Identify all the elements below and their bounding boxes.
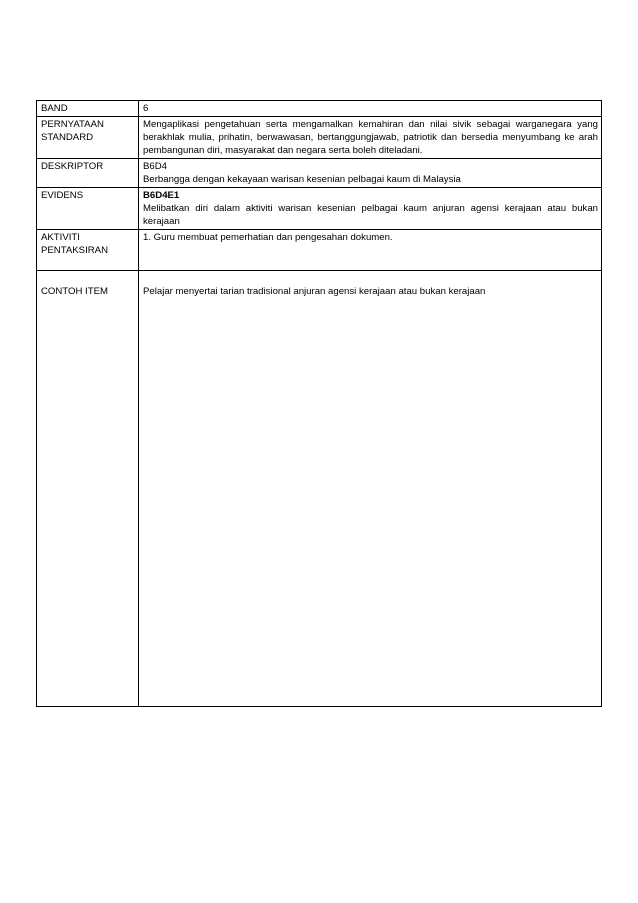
band-label: BAND [37, 101, 139, 117]
table-row-band [37, 101, 602, 117]
evidens-label: EVIDENS [37, 188, 139, 230]
pernyataan-label-line1: PERNYATAAN [41, 119, 104, 130]
table-row-pernyataan-standard [37, 117, 602, 159]
aktiviti-pentaksiran-value: 1. Guru membuat pemerhatian dan pengesahan dokumen. [139, 230, 602, 271]
deskriptor-label: DESKRIPTOR [37, 159, 139, 188]
evidens-code: B6D4E1 [143, 190, 180, 201]
table-row-contoh-item [37, 271, 602, 707]
evidens-text: Melibatkan diri dalam aktiviti warisan kesenian pelbagai kaum anjuran agensi kerajaan atau bukan kerajaan [143, 203, 598, 227]
contoh-item-value: Pelajar menyertai tarian tradisional anjuran agensi kerajaan atau bukan kerajaan [139, 271, 602, 707]
table-row-deskriptor [37, 159, 602, 188]
pernyataan-label-line2: STANDARD [41, 132, 94, 143]
rubric-table [36, 100, 602, 707]
table-row-aktiviti-pentaksiran [37, 230, 602, 271]
deskriptor-code: B6D4 [143, 161, 167, 172]
evidens-cell [139, 188, 602, 230]
contoh-item-label: CONTOH ITEM [37, 271, 139, 707]
aktiviti-label-line2: PENTAKSIRAN [41, 245, 108, 256]
band-value: 6 [139, 101, 602, 117]
deskriptor-text: Berbangga dengan kekayaan warisan kesenian pelbagai kaum di Malaysia [143, 174, 461, 185]
pernyataan-standard-label [37, 117, 139, 159]
table-row-evidens [37, 188, 602, 230]
aktiviti-pentaksiran-label [37, 230, 139, 271]
pernyataan-standard-value: Mengaplikasi pengetahuan serta mengamalkan kemahiran dan nilai sivik sebagai warganegara yang berakhlak mulia, prihatin, berwawasan, bertanggungjawab, patriotik dan bersedia menyumbang ke arah pembangunan diri, masyarakat dan negara serta boleh diteladani. [139, 117, 602, 159]
deskriptor-cell [139, 159, 602, 188]
aktiviti-label-line1: AKTIVITI [41, 232, 80, 243]
